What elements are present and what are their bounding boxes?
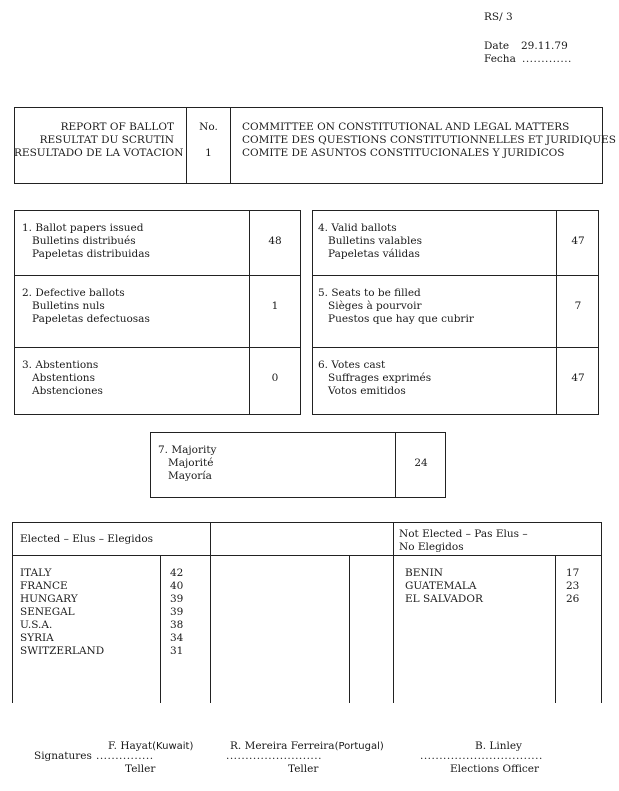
results-col-line xyxy=(393,522,394,703)
valid-ballots-value: 47 xyxy=(571,235,585,247)
fecha-blank: ............. xyxy=(522,53,572,65)
abstentions-value: 0 xyxy=(271,372,279,384)
date-label: Date xyxy=(484,40,510,52)
signatures-label: Signatures xyxy=(34,750,92,762)
signer-1-role: Teller xyxy=(125,763,156,775)
row-divider xyxy=(14,347,301,348)
results-col-line xyxy=(555,555,556,703)
row-divider xyxy=(312,275,599,276)
signature-line: ................................ xyxy=(420,750,543,762)
elected-country: SENEGAL xyxy=(20,606,75,618)
results-col-line xyxy=(210,522,211,703)
valid-ballots-label: 4. Valid ballots Bulletins valables Papeletas válidas xyxy=(318,222,422,260)
elected-country: U.S.A. xyxy=(20,619,53,631)
signer-2-name: R. Mereira Ferreira(Portugal) xyxy=(230,740,384,752)
abstentions-label: 3. Abstentions Abstentions Abstenciones xyxy=(22,359,103,397)
signature-line: ............... xyxy=(96,750,154,762)
report-title-en: REPORT OF BALLOT xyxy=(60,121,174,133)
defective-ballots-label: 2. Defective ballots Bulletins nuls Papeletas defectuosas xyxy=(22,287,150,325)
elected-votes: 38 xyxy=(170,619,184,631)
votes-cast-value: 47 xyxy=(571,372,585,384)
not-elected-votes: 26 xyxy=(566,593,580,605)
elected-votes: 31 xyxy=(170,645,184,657)
signer-2-role: Teller xyxy=(288,763,319,775)
elected-country: FRANCE xyxy=(20,580,68,592)
results-col-line xyxy=(349,555,350,703)
results-col-line xyxy=(12,522,13,703)
majority-value: 24 xyxy=(414,457,428,469)
date-value: 29.11.79 xyxy=(521,40,568,52)
committee-en: COMMITTEE ON CONSTITUTIONAL AND LEGAL MATTERS xyxy=(242,121,570,133)
committee-fr: COMITE DES QUESTIONS CONSTITUTIONNELLES ET JURIDIQUES xyxy=(242,134,616,146)
elected-country: HUNGARY xyxy=(20,593,78,605)
signature-line: ......................... xyxy=(226,750,322,762)
elected-votes: 42 xyxy=(170,567,184,579)
elected-heading: Elected – Elus – Elegidos xyxy=(20,533,154,545)
majority-label: 7. Majority Majorité Mayoría xyxy=(158,444,217,482)
elected-votes: 40 xyxy=(170,580,184,592)
seats-to-fill-label: 5. Seats to be filled Sièges à pourvoir Puestos que hay que cubrir xyxy=(318,287,474,325)
ballot-papers-issued-label: 1. Ballot papers issued Bulletins distribués Papeletas distribuidas xyxy=(22,222,150,260)
ballot-papers-issued-value: 48 xyxy=(268,235,282,247)
signer-3-role: Elections Officer xyxy=(450,763,540,775)
signer-1-name: F. Hayat(Kuwait) xyxy=(108,740,194,752)
results-table-top xyxy=(12,522,602,523)
document-reference: RS/ 3 xyxy=(484,11,513,23)
elected-country: ITALY xyxy=(20,567,52,579)
ballot-no-label: No. xyxy=(199,121,218,133)
elected-votes: 39 xyxy=(170,606,184,618)
not-elected-votes: 17 xyxy=(566,567,580,579)
elected-votes: 34 xyxy=(170,632,184,644)
elected-country: SWITZERLAND xyxy=(20,645,105,657)
not-elected-votes: 23 xyxy=(566,580,580,592)
fecha-label: Fecha xyxy=(484,53,516,65)
seats-to-fill-value: 7 xyxy=(574,300,582,312)
not-elected-country: GUATEMALA xyxy=(405,580,477,592)
row-divider xyxy=(312,347,599,348)
report-title-fr: RESULTAT DU SCRUTIN xyxy=(39,134,174,146)
signer-3-name: B. Linley xyxy=(475,740,522,752)
committee-es: COMITE DE ASUNTOS CONSTITUCIONALES Y JURIDICOS xyxy=(242,147,565,159)
row-divider xyxy=(14,275,301,276)
not-elected-country: EL SALVADOR xyxy=(405,593,483,605)
not-elected-country: BENIN xyxy=(405,567,443,579)
results-col-line xyxy=(160,555,161,703)
results-col-line xyxy=(601,522,602,703)
report-title-es: RESULTADO DE LA VOTACION xyxy=(14,147,184,159)
not-elected-heading: Not Elected – Pas Elus – No Elegidos xyxy=(399,528,528,553)
header-divider xyxy=(230,107,231,184)
header-divider xyxy=(186,107,187,184)
defective-ballots-value: 1 xyxy=(271,300,279,312)
results-header-bottom xyxy=(12,555,602,556)
votes-cast-label: 6. Votes cast Suffrages exprimés Votos emitidos xyxy=(318,359,432,397)
elected-country: SYRIA xyxy=(20,632,54,644)
ballot-no-value: 1 xyxy=(205,147,212,159)
elected-votes: 39 xyxy=(170,593,184,605)
